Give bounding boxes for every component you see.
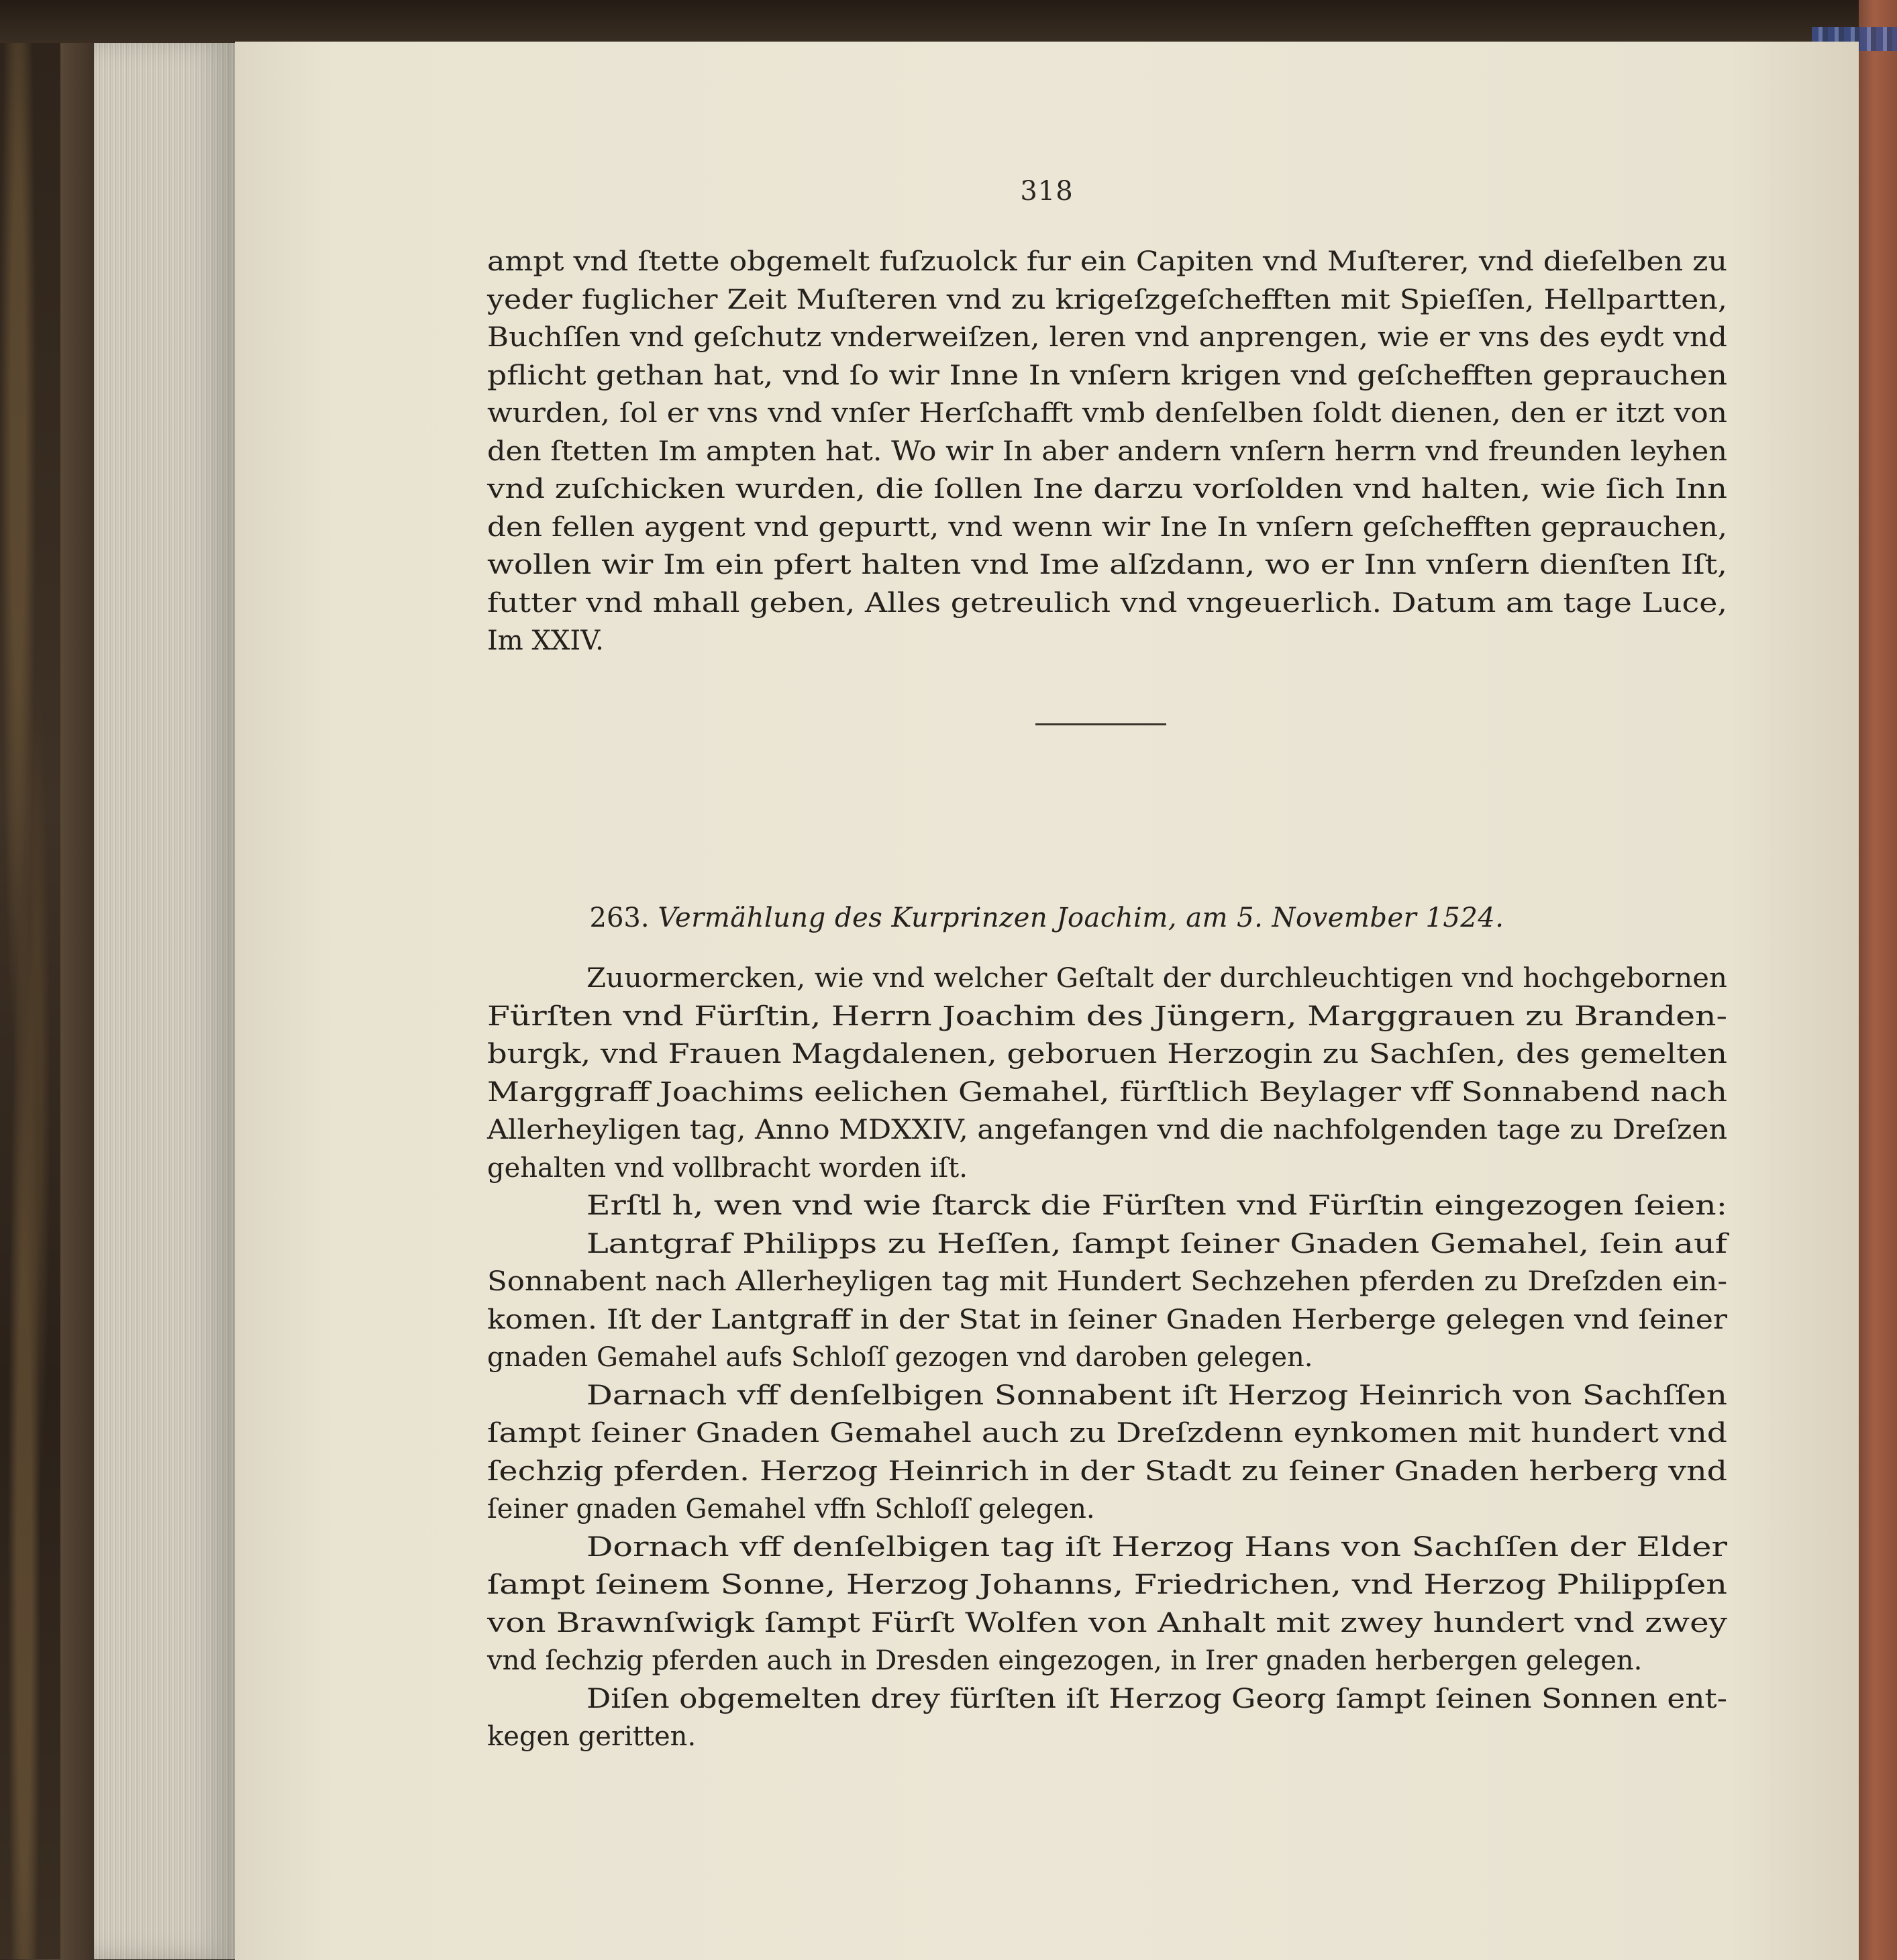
body-line: Darnach vﬀ denſelbigen Sonnabent iſt Herzog Heinrich von Sachſſen <box>586 1380 1727 1411</box>
section-divider <box>1035 723 1166 725</box>
continuation-line: pflicht gethan hat, vnd ſo wir Inne In vnſern krigen vnd geſcheﬀten geprauchen <box>487 360 1727 391</box>
body-line: ſechzig pferden. Herzog Heinrich in der Stadt zu ſeiner Gnaden herberg vnd <box>487 1455 1727 1487</box>
body-line: Dornach vﬀ denſelbigen tag iſt Herzog Hans von Sachſſen der Elder <box>586 1531 1727 1563</box>
body-line: Sonnabent nach Allerheyligen tag mit Hundert Sechzehen pferden zu Dreſzden ein- <box>487 1266 1727 1297</box>
body-line: Erſtl h, wen vnd wie ſtarck die Fürſten vnd Fürſtin eingezogen ſeien: <box>586 1190 1727 1221</box>
continuation-line: futter vnd mhall geben, Alles getreulich vnd vngeuerlich. Datum am tage Luce, <box>487 587 1727 619</box>
body-line: Marggraff Joachims eelichen Gemahel, fürſtlich Beylager vﬀ Sonnabend nach <box>487 1076 1727 1108</box>
page-edges <box>94 40 235 1959</box>
body-line: ſampt ſeinem Sonne, Herzog Johanns, Friedrichen, vnd Herzog Philippſen <box>487 1569 1727 1600</box>
body-line: Allerheyligen tag, Anno MDXXIV, angefangen vnd die nachfolgenden tage zu Dreſzen <box>487 1115 1727 1145</box>
body-line: Lantgraf Philipps zu Heſſen, ſampt ſeiner Gnaden Gemahel, ſein auf <box>586 1228 1727 1259</box>
body-line: komen. Iſt der Lantgraff in der Stat in ſeiner Gnaden Herberge gelegen vnd ſeiner <box>487 1304 1727 1335</box>
body-line: gnaden Gemahel aufs Schloſſ gezogen vnd daroben gelegen. <box>487 1342 1313 1373</box>
body-line: Zuuormercken, wie vnd welcher Geſtalt der durchleuchtigen vnd hochgebornen <box>586 963 1727 994</box>
continuation-line: vnd zuſchicken wurden, die ſollen Ine darzu vorſolden vnd halten, wie ſich Inn <box>487 474 1727 505</box>
continuation-line: den fellen aygent vnd gepurtt, vnd wenn wir Ine In vnſern geſcheﬀten geprauchen, <box>487 511 1727 543</box>
continuation-line: den ſtetten Im ampten hat. Wo wir In aber andern vnſern herrn vnd freunden leyhen <box>487 435 1727 467</box>
body-line: Diſen obgemelten drey fürſten iſt Herzog Georg ſampt ſeinen Sonnen ent- <box>586 1683 1727 1714</box>
body-line: kegen geritten. <box>487 1721 697 1752</box>
section-title: Vermählung des Kurprinzen Joachim, am 5. November 1524. <box>658 902 1504 933</box>
body-line: burgk, vnd Frauen Magdalenen, geboruen Herzogin zu Sachſen, des gemelten <box>487 1039 1727 1070</box>
continuation-line: wurden, ſol er vns vnd vnſer Herſchaﬀt vmb denſelben ſoldt dienen, den er itzt von <box>487 398 1727 429</box>
top-shadow <box>0 0 1897 43</box>
body-line: gehalten vnd vollbracht worden iſt. <box>487 1152 968 1184</box>
body-line: von Brawnſwigk ſampt Fürſt Wolfen von Anhalt mit zwey hundert vnd zwey <box>487 1607 1727 1639</box>
body-line: Fürſten vnd Fürſtin, Herrn Joachim des Jüngern, Marggrauen zu Branden- <box>487 1000 1727 1032</box>
body-line: ſampt ſeiner Gnaden Gemahel auch zu Dreſzdenn eynkomen mit hundert vnd <box>487 1418 1727 1449</box>
right-binding <box>1859 0 1897 1960</box>
marbled-cover <box>0 40 60 1959</box>
continuation-line: ampt vnd ſtette obgemelt fuſzuolck fur ein Capiten vnd Muſterer, vnd dieſelben zu <box>487 246 1727 277</box>
section-number: 263. <box>589 902 650 933</box>
body-line: ſeiner gnaden Gemahel vﬀn Schloſſ gelegen. <box>487 1494 1095 1525</box>
body-line: vnd ſechzig pferden auch in Dresden eingezogen, in Irer gnaden herbergen gelegen. <box>487 1645 1643 1676</box>
section-heading <box>235 899 1859 937</box>
continuation-line: wollen wir Im ein pfert halten vnd Ime alſzdann, wo er Inn vnſern dienſten Iſt, <box>487 550 1727 580</box>
continuation-line: Im XXIV. <box>487 625 604 656</box>
continuation-line: yeder fuglicher Zeit Muſteren vnd zu krigeſzgeſcheﬀten mit Spieſſen, Hellpartten, <box>487 284 1727 315</box>
book-page <box>235 42 1859 1960</box>
continuation-line: Buchſſen vnd geſchutz vnderweiſzen, leren vnd anprengen, wie er vns des eydt vnd <box>487 322 1727 353</box>
page-number: 318 <box>1020 176 1074 207</box>
